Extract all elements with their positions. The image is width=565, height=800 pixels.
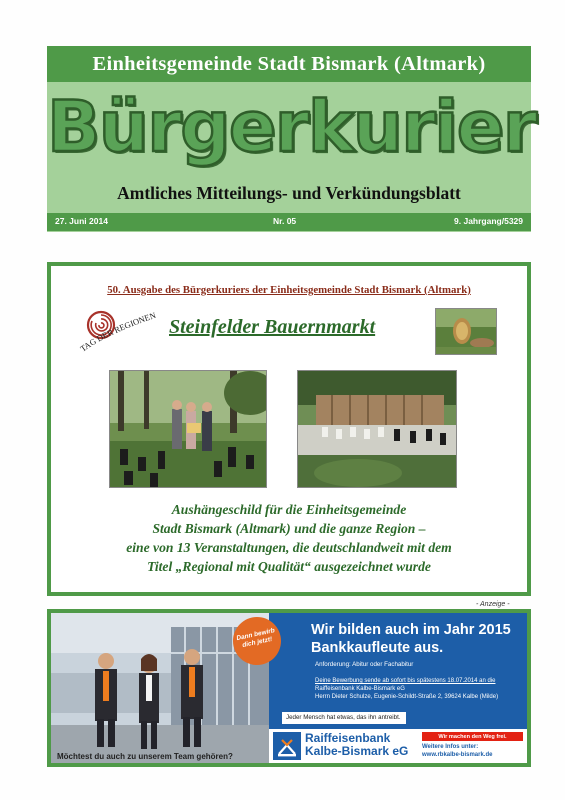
newspaper-title: Bürgerkurier: [47, 86, 536, 168]
bank-name: [305, 732, 408, 758]
caption-line: eine von 13 Veranstaltungen, die deutschlandweit mit dem: [126, 540, 452, 555]
caption-line: Stadt Bismark (Altmark) und die ganze Region –: [152, 521, 426, 536]
more-info-label: Weitere Infos unter:: [422, 744, 479, 750]
ad-application-info: [315, 677, 498, 701]
ad-tagline: Jeder Mensch hat etwas, das ihn antreibt.: [282, 712, 406, 724]
ad-info-bank: Raiffeisenbank Kalbe-Bismark eG: [315, 686, 405, 692]
ad-label: - Anzeige -: [476, 601, 510, 608]
bank-name-line-1: Raiffeisenbank: [305, 731, 391, 745]
ad-info-address: Herrn Dieter Schulze, Eugenie-Schildt-Straße 2, 39624 Kalbe (Milde): [315, 694, 499, 700]
issue-number: Nr. 05: [273, 216, 297, 226]
feature-box: [47, 262, 531, 596]
municipality-band: [47, 46, 531, 82]
apply-now-bubble: Dann bewirb dich jetzt!: [229, 613, 286, 670]
issue-info-band: [47, 213, 531, 231]
bank-slogan: Wir machen den Weg frei.: [422, 732, 523, 741]
ad-question: Möchtest du auch zu unserem Team gehören?: [57, 752, 233, 761]
market-title: Steinfelder Bauernmarkt: [169, 316, 376, 338]
market-decoration-photo: [435, 308, 497, 355]
ad-info-word: Deine: [315, 678, 331, 684]
chess-garden-photo: [297, 370, 457, 488]
ad-info-deadline: Bewerbung sende ab sofort bis spätestens 18.07.2014 an die: [330, 678, 496, 684]
issue-date: 27. Juni 2014: [55, 216, 108, 226]
caption-line: Titel „Regional mit Qualität“ ausgezeichnet wurde: [147, 559, 431, 574]
ad-headline-line-1: Wir bilden auch im Jahr 2015: [311, 622, 511, 638]
masthead: [47, 82, 536, 232]
bank-name-line-2: Kalbe-Bismark eG: [305, 744, 409, 758]
ad-headline: [311, 621, 511, 657]
municipality-name: Einheitsgemeinde Stadt Bismark (Altmark): [92, 52, 486, 75]
bank-footer: [269, 729, 527, 763]
chess-award-photo: [109, 370, 267, 488]
ad-requirement: Anforderung: Abitur oder Fachabitur: [315, 661, 414, 668]
caption-line: Aushängeschild für die Einheitsgemeinde: [171, 502, 407, 517]
feature-headline: 50. Ausgabe des Bürgerkuriers der Einheitsgemeinde Stadt Bismark (Altmark): [107, 284, 471, 296]
bank-advertisement: [47, 609, 531, 767]
raiffeisen-logo-icon: [273, 732, 301, 760]
feature-caption: [51, 500, 527, 576]
bank-website-link[interactable]: www.rbkalbe-bismark.de: [422, 751, 493, 758]
newspaper-subtitle: Amtliches Mitteilungs- und Verkündungsblatt: [117, 183, 461, 203]
more-info: [422, 744, 492, 759]
ad-headline-line-2: Bankkaufleute aus.: [311, 640, 444, 656]
badge-text: TAG DER REGIONEN: [78, 309, 158, 354]
issue-volume: 9. Jahrgang/5329: [454, 216, 523, 226]
tag-der-regionen-logo: [77, 308, 159, 356]
